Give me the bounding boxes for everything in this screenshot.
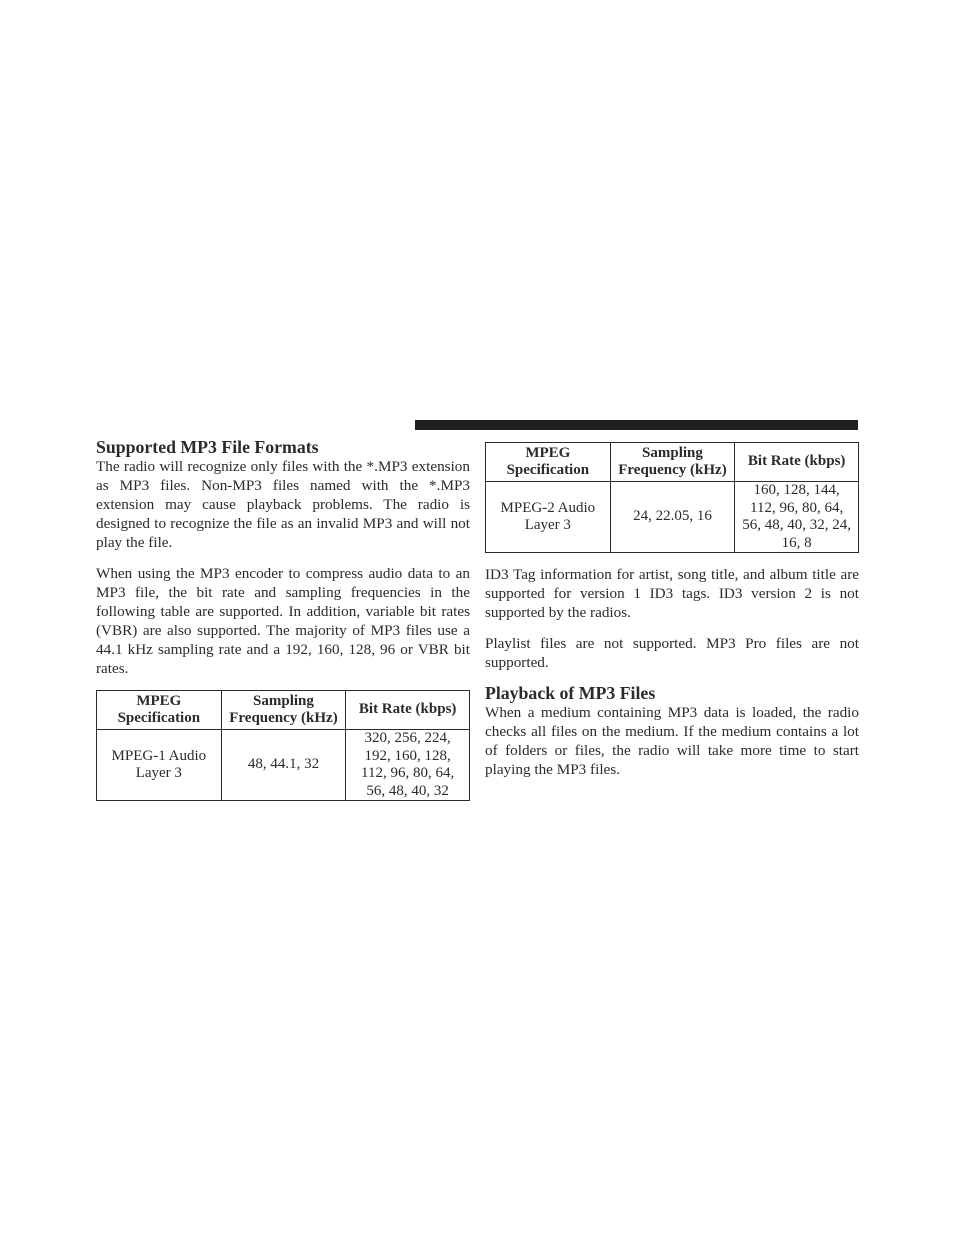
paragraph-file-recognition: The radio will recognize only files with the *.MP3 extension as MP3 files. Non-MP3 files named with the *.MP3 extension may cause playback problems. The radio is designed to recognize the file as an invalid MP3 and will not play the file.: [96, 458, 470, 551]
left-column: [96, 438, 470, 801]
table-cell-frequency: 24, 22.05, 16: [610, 482, 735, 553]
table-cell-bitrate: 320, 256, 224, 192, 160, 128, 112, 96, 80, 64, 56, 48, 40, 32: [346, 730, 470, 801]
paragraph-playback: When a medium containing MP3 data is loaded, the radio checks all files on the medium. If the medium contains a lot of folders or files, the radio will take more time to start playing the MP3 files.: [485, 704, 859, 778]
table-header-cell: Sampling Frequency (kHz): [221, 691, 346, 730]
table-header-cell: Sampling Frequency (kHz): [610, 443, 735, 482]
section-heading-supported-formats: Supported MP3 File Formats: [96, 437, 319, 457]
paragraph-encoder-info: When using the MP3 encoder to compress audio data to an MP3 file, the bit rate and sampling frequencies in the following table are supported. In addition, variable bit rates (VBR) are also supported. The majority of MP3 files use a 44.1 kHz sampling rate and a 192, 160, 128, 96 or VBR bit rates.: [96, 565, 470, 677]
table-header-row: [486, 443, 859, 482]
right-column: [485, 442, 859, 779]
table-header-cell: MPEG Specification: [97, 691, 222, 730]
table-header-cell: Bit Rate (kbps): [735, 443, 859, 482]
table-cell-spec: MPEG-1 Audio Layer 3: [97, 730, 222, 801]
section-heading-playback: Playback of MP3 Files: [485, 683, 656, 703]
table-cell-bitrate: 160, 128, 144, 112, 96, 80, 64, 56, 48, 40, 32, 24, 16, 8: [735, 482, 859, 553]
table-header-cell: Bit Rate (kbps): [346, 691, 470, 730]
mpeg1-spec-table: [96, 690, 470, 801]
mpeg2-spec-table: [485, 442, 859, 553]
table-row: [97, 730, 470, 801]
paragraph-playlist: Playlist files are not supported. MP3 Pro files are not supported.: [485, 635, 859, 671]
paragraph-id3-tags: ID3 Tag information for artist, song title, and album title are supported for version 1 ID3 tags. ID3 version 2 is not supported by the radios.: [485, 566, 859, 621]
table-header-row: [97, 691, 470, 730]
table-row: [486, 482, 859, 553]
table-cell-frequency: 48, 44.1, 32: [221, 730, 346, 801]
table-cell-spec: MPEG-2 Audio Layer 3: [486, 482, 611, 553]
table-header-cell: MPEG Specification: [486, 443, 611, 482]
section-header-bar: [415, 420, 858, 430]
